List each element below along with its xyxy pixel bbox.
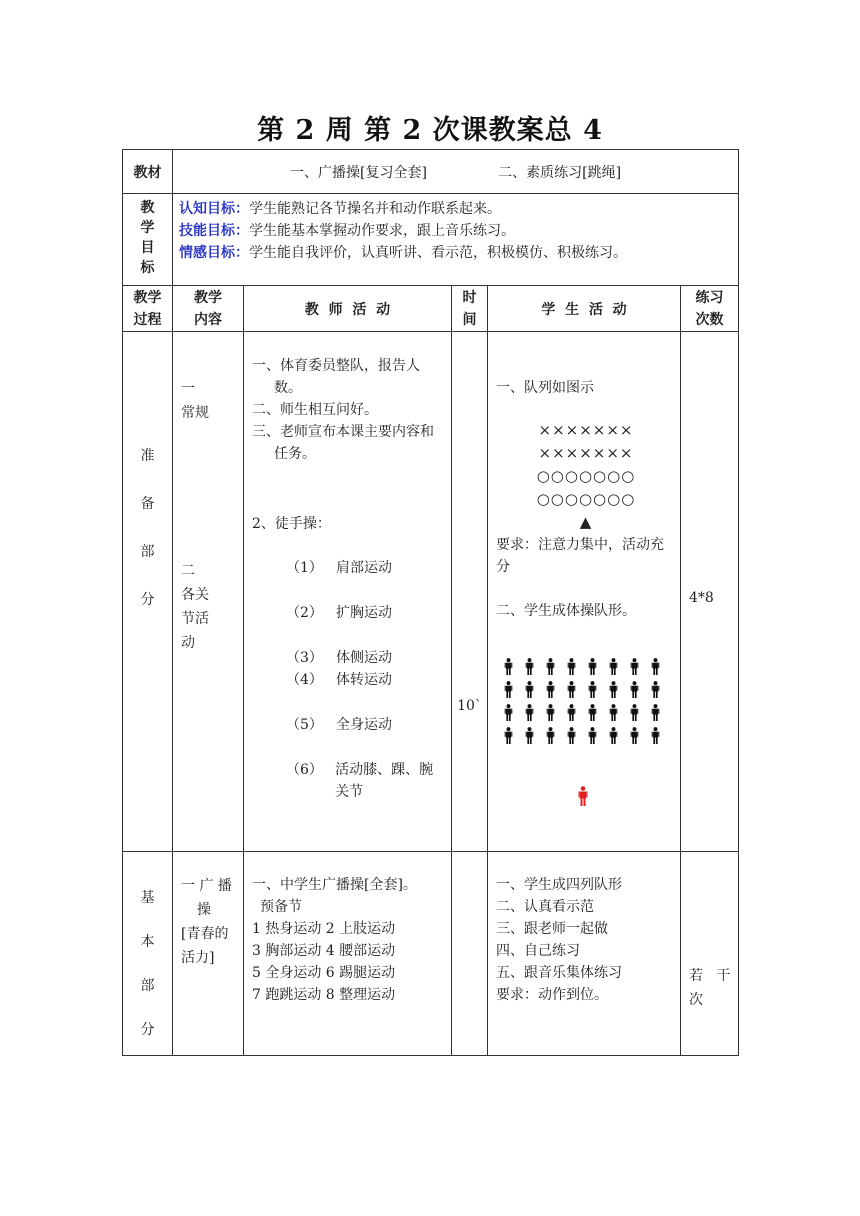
formation-row	[498, 681, 676, 699]
basic-teacher: 一、中学生广播操[全套]。 预备节 1 热身运动 2 上肢运动 3 胸部运动 4 腰部运动 5 全身运动 6 踢腿运动 7 跑跳运动 8 整理运动	[244, 852, 452, 1056]
lesson-plan-table	[122, 149, 739, 1056]
exercise-item: （1） 肩部运动	[286, 560, 392, 576]
student-person-icon	[546, 727, 555, 744]
teacher-step-2: 二、师生相互问好。	[252, 402, 378, 418]
exercise-item: （2） 扩胸运动	[286, 605, 392, 621]
materials-label: 教材	[123, 150, 173, 194]
student-person-icon	[525, 727, 534, 744]
student-person-icon	[546, 681, 555, 698]
student-person-icon	[588, 704, 597, 721]
student-person-icon	[609, 727, 618, 744]
student-person-icon	[567, 704, 576, 721]
prep-row	[123, 332, 739, 852]
basic-process: 基 本 部 分	[123, 852, 173, 1056]
teacher-step-1: 一、体育委员整队，报告人数。	[252, 358, 420, 396]
exercise-item: （3） 体侧运动	[286, 650, 392, 666]
header-student: 学 生 活 动	[488, 286, 681, 332]
student-person-icon	[546, 658, 555, 675]
student-person-icon	[504, 658, 513, 675]
student-person-icon	[630, 704, 639, 721]
student-person-icon	[567, 727, 576, 744]
basic-student: 一、学生成四列队形 二、认真看示范 三、跟老师一起做 四、自己练习 五、跟音乐集体练习 要求：动作到位。	[488, 852, 681, 1056]
gym-formation-title: 二、学生成体操队形。	[496, 603, 636, 619]
formation-row	[498, 658, 676, 676]
basic-content: 一 广 播 操 [青春的 活力]	[173, 852, 244, 1056]
student-person-icon	[525, 658, 534, 675]
prep-reps: 4*8	[681, 332, 739, 852]
header-reps: 练习 次数	[681, 286, 739, 332]
student-person-icon	[588, 681, 597, 698]
teacher-step-3: 三、老师宣布本课主要内容和任务。	[252, 424, 434, 462]
student-person-icon	[504, 704, 513, 721]
prep-teacher	[244, 332, 452, 852]
student-person-icon	[525, 681, 534, 698]
student-person-icon	[630, 658, 639, 675]
header-process: 教学 过程	[123, 286, 173, 332]
requirement-text: 要求：注意力集中，活动充分	[496, 537, 664, 575]
student-person-icon	[588, 727, 597, 744]
goals-label: 教 学 目 标	[123, 194, 173, 286]
goals-content	[173, 194, 739, 286]
teacher-person-icon	[578, 786, 588, 806]
header-time: 时 间	[452, 286, 488, 332]
exercise-item: （6） 活动膝、踝、腕关节	[286, 762, 434, 800]
student-person-icon	[546, 704, 555, 721]
formation-diagram: ××××××× ××××××× ○○○○○○○ ○○○○○○○ ▲	[496, 419, 676, 534]
exercise-item: （4） 体转运动	[286, 672, 392, 688]
student-person-icon	[504, 681, 513, 698]
goal-cognitive: 认知目标：学生能熟记各节操名并和动作联系起来。	[179, 201, 501, 217]
student-person-icon	[567, 681, 576, 698]
exercise-item: （5） 全身运动	[286, 717, 392, 733]
formation-row	[498, 704, 676, 722]
student-person-icon	[651, 658, 660, 675]
student-person-icon	[588, 658, 597, 675]
student-person-icon	[567, 658, 576, 675]
student-person-icon	[609, 658, 618, 675]
goal-skill: 技能目标：学生能基本掌握动作要求，跟上音乐练习。	[179, 223, 515, 239]
prep-time: 10`	[452, 332, 488, 852]
prep-process: 准 备 部 分	[123, 332, 173, 852]
formation-title: 一、队列如图示	[496, 380, 594, 396]
materials-content: 一、广播操[复习全套] 二、素质练习[跳绳]	[173, 150, 739, 194]
student-person-icon	[525, 704, 534, 721]
header-row	[123, 286, 739, 332]
student-person-icon	[609, 681, 618, 698]
basic-row	[123, 852, 739, 1056]
basic-time	[452, 852, 488, 1056]
freehand-exercise-title: 2、徒手操：	[252, 516, 331, 532]
prep-content: 一 常规 二 各关 节活 动	[173, 332, 244, 852]
formation-row	[498, 727, 676, 745]
materials-row	[123, 150, 739, 194]
student-formation-figure	[498, 658, 676, 745]
student-person-icon	[630, 727, 639, 744]
goals-row	[123, 194, 739, 286]
header-content: 教学 内容	[173, 286, 244, 332]
basic-reps: 若 干 次	[681, 852, 739, 1056]
header-teacher: 教 师 活 动	[244, 286, 452, 332]
student-person-icon	[651, 704, 660, 721]
student-person-icon	[630, 681, 639, 698]
teacher-figure	[496, 786, 676, 810]
student-person-icon	[609, 704, 618, 721]
goal-affective: 情感目标：学生能自我评价，认真听讲、看示范，积极模仿、积极练习。	[179, 245, 627, 261]
student-person-icon	[651, 681, 660, 698]
prep-student	[488, 332, 681, 852]
page-title: 第 2 周 第 2 次课教案总 4	[257, 115, 603, 146]
teacher-marker: ▲	[579, 513, 593, 531]
student-person-icon	[651, 727, 660, 744]
student-person-icon	[504, 727, 513, 744]
